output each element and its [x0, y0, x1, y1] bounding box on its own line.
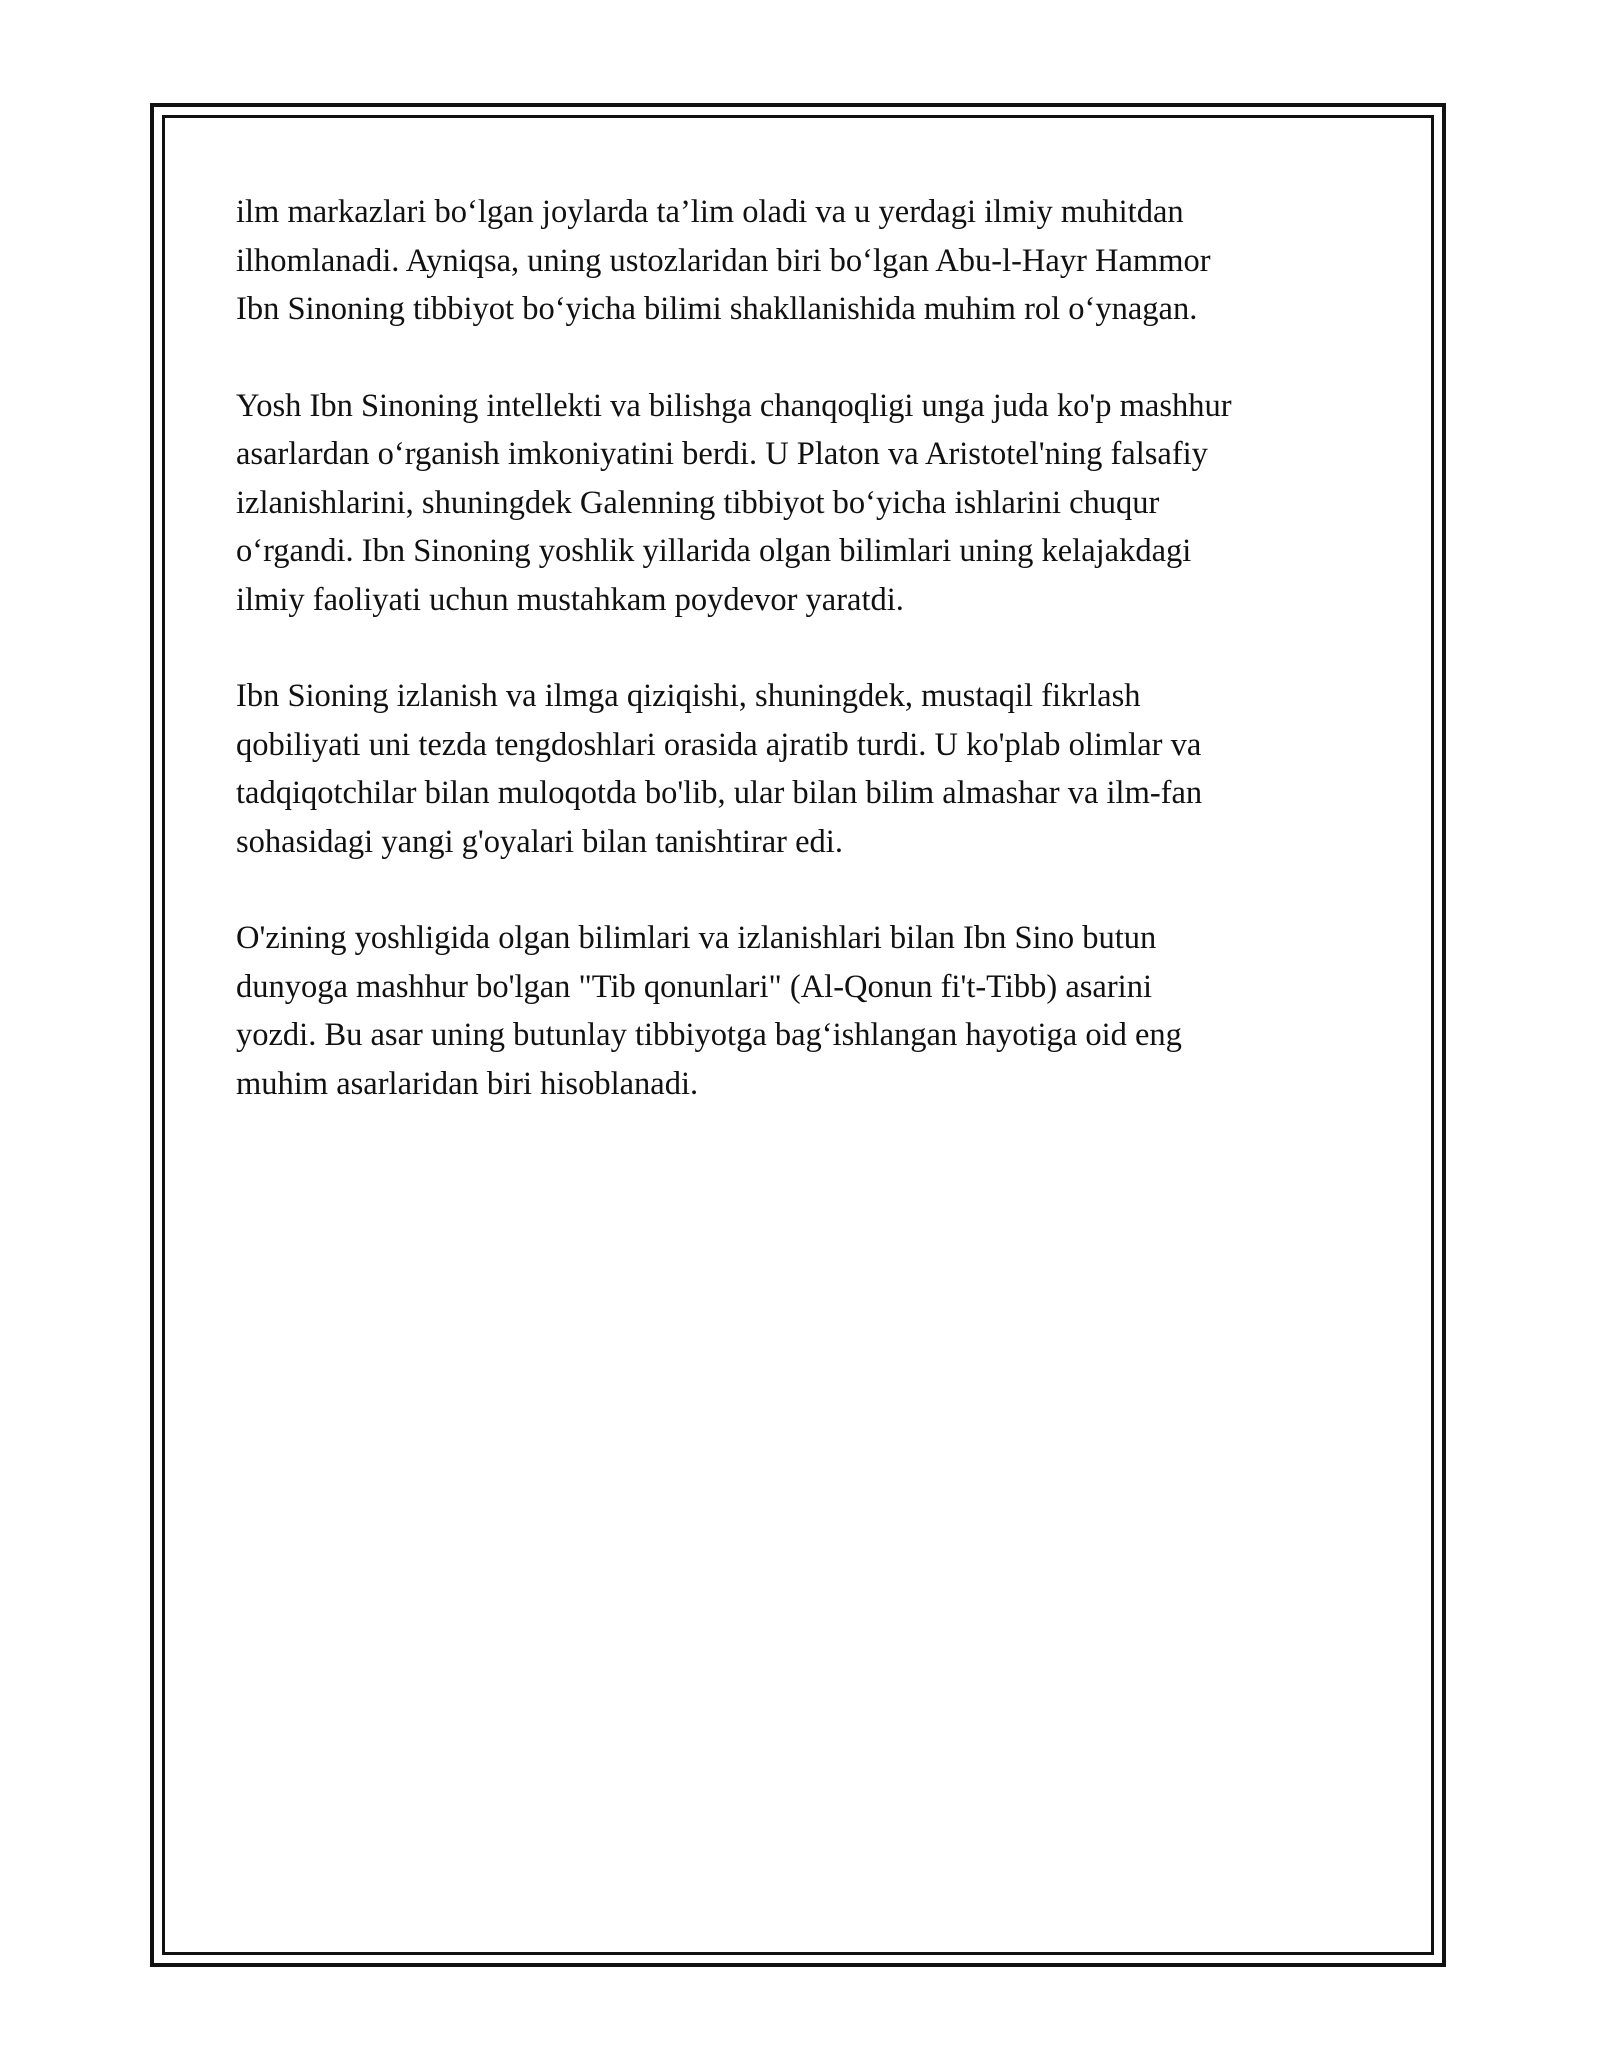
- text-line: Yosh Ibn Sinoning intellekti va bilishga chanqoqligi unga juda ko'p mashhur: [236, 387, 1232, 424]
- paragraph-4: [236, 914, 1366, 1108]
- paragraph-1: [236, 188, 1366, 334]
- text-line: ilmiy faoliyati uchun mustahkam poydevor yaratdi.: [236, 581, 904, 618]
- text-line: qobiliyati uni tezda tengdoshlari orasida ajratib turdi. U ko'plab olimlar va: [236, 726, 1202, 763]
- text-line: sohasidagi yangi g'oyalari bilan tanishtirar edi.: [236, 823, 843, 860]
- text-line: yozdi. Bu asar uning butunlay tibbiyotga bag‘ishlangan hayotiga oid eng: [236, 1017, 1182, 1053]
- paragraph-2: [236, 382, 1366, 625]
- text-line: tadqiqotchilar bilan muloqotda bo'lib, ular bilan bilim almashar va ilm-fan: [236, 775, 1203, 811]
- text-line: O'zining yoshligida olgan bilimlari va izlanishlari bilan Ibn Sino butun: [236, 920, 1157, 956]
- text-line: muhim asarlaridan biri hisoblanadi.: [236, 1065, 699, 1102]
- paragraph-3: [236, 672, 1366, 866]
- text-line: dunyoga mashhur bo'lgan "Tib qonunlari" (Al-Qonun fi't-Tibb) asarini: [236, 968, 1152, 1005]
- document-body: [236, 188, 1366, 1156]
- text-line: ilm markazlari bo‘lgan joylarda ta’lim oladi va u yerdagi ilmiy muhitdan: [236, 194, 1184, 230]
- text-line: asarlardan o‘rganish imkoniyatini berdi. U Platon va Aristotel'ning falsafiy: [236, 436, 1208, 472]
- text-line: Ibn Sioning izlanish va ilmga qiziqishi, shuningdek, mustaqil fikrlash: [236, 678, 1141, 714]
- text-line: ilhomlanadi. Ayniqsa, uning ustozlaridan biri bo‘lgan Abu-l-Hayr Hammor: [236, 242, 1211, 279]
- text-line: izlanishlarini, shuningdek Galenning tibbiyot bo‘yicha ishlarini chuqur: [236, 484, 1160, 521]
- text-line: o‘rgandi. Ibn Sinoning yoshlik yillarida olgan bilimlari uning kelajakdagi: [236, 533, 1192, 569]
- text-line: Ibn Sinoning tibbiyot bo‘yicha bilimi shakllanishida muhim rol o‘ynagan.: [236, 291, 1198, 327]
